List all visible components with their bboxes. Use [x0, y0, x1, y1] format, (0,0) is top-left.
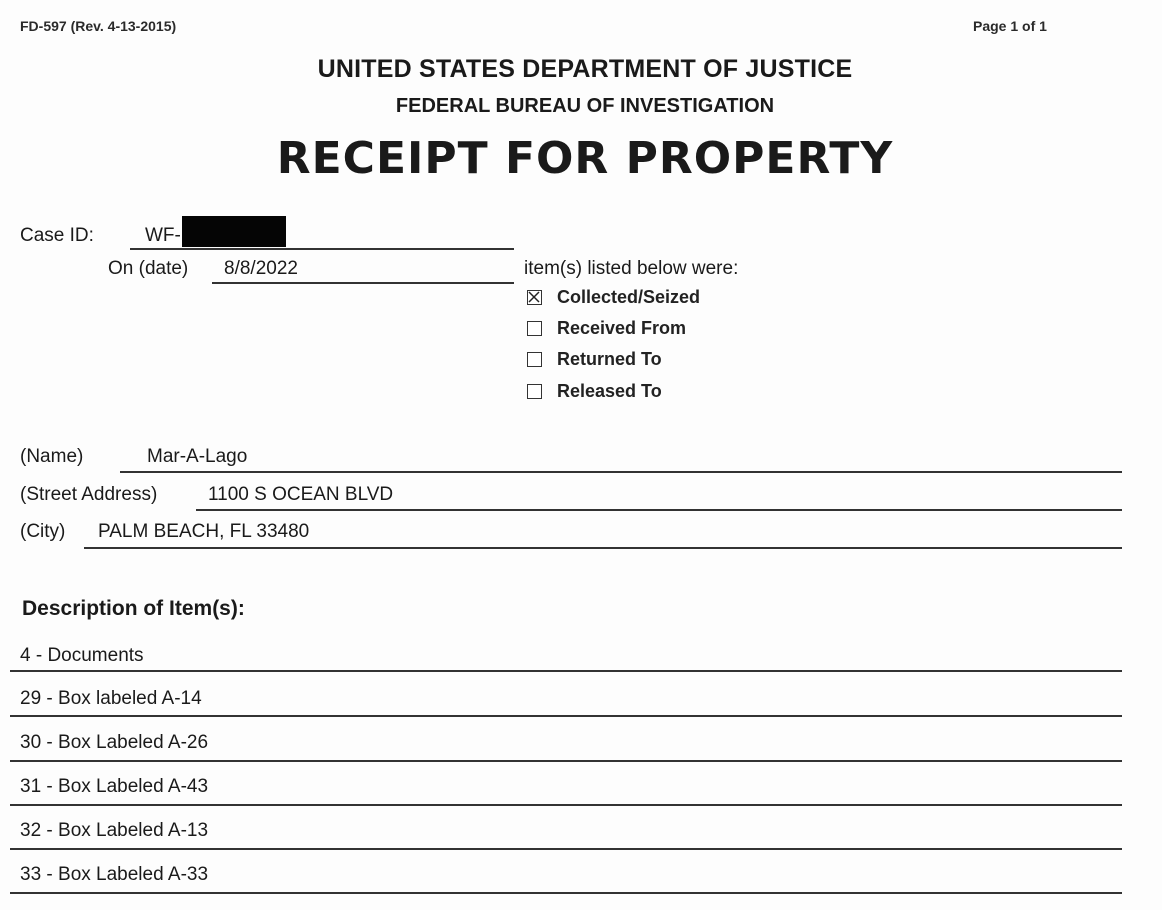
date-value: 8/8/2022	[224, 258, 298, 279]
checkbox-label: Released To	[557, 381, 662, 401]
x-mark-icon	[528, 291, 540, 303]
list-item: 32 - Box Labeled A-13	[20, 820, 209, 841]
redaction-block	[182, 216, 286, 247]
form-id: FD-597 (Rev. 4-13-2015)	[20, 18, 177, 34]
item-divider	[10, 715, 1122, 717]
page-title: RECEIPT FOR PROPERTY	[276, 133, 894, 184]
date-label: On (date)	[108, 258, 189, 279]
street-label: (Street Address)	[20, 484, 158, 505]
item-divider	[10, 848, 1122, 850]
item-divider	[10, 892, 1122, 894]
case-id-underline	[130, 248, 514, 250]
street-underline	[196, 509, 1122, 511]
case-id-label: Case ID:	[20, 225, 94, 246]
city-underline	[84, 547, 1122, 549]
list-item: 33 - Box Labeled A-33	[20, 864, 209, 885]
item-divider	[10, 760, 1122, 762]
items-heading: Description of Item(s):	[22, 597, 245, 620]
list-item: 4 - Documents	[20, 645, 144, 666]
item-divider	[10, 804, 1122, 806]
name-label: (Name)	[20, 446, 84, 467]
page-number: Page 1 of 1	[973, 18, 1047, 34]
checkbox-received-from[interactable]	[527, 318, 686, 339]
city-value: PALM BEACH, FL 33480	[98, 521, 310, 542]
empty-box-icon[interactable]	[527, 321, 542, 336]
name-value: Mar-A-Lago	[147, 446, 248, 467]
checkbox-released-to[interactable]	[527, 381, 662, 402]
list-item: 29 - Box labeled A-14	[20, 688, 202, 709]
list-item: 31 - Box Labeled A-43	[20, 776, 209, 797]
item-divider	[10, 670, 1122, 672]
checkbox-label: Collected/Seized	[557, 287, 701, 307]
list-item: 30 - Box Labeled A-26	[20, 732, 209, 753]
city-label: (City)	[20, 521, 66, 542]
checkbox-label: Returned To	[557, 349, 662, 369]
street-value: 1100 S OCEAN BLVD	[208, 484, 394, 505]
department-heading: UNITED STATES DEPARTMENT OF JUSTICE	[317, 55, 853, 83]
checkbox-label: Received From	[557, 318, 687, 338]
checkbox-collected-seized[interactable]	[527, 287, 700, 308]
checkbox-returned-to[interactable]	[527, 349, 662, 370]
date-underline	[212, 282, 514, 284]
empty-box-icon[interactable]	[527, 352, 542, 367]
bureau-heading: FEDERAL BUREAU OF INVESTIGATION	[395, 95, 775, 117]
checked-box-icon[interactable]	[527, 290, 542, 305]
status-heading: item(s) listed below were:	[524, 258, 739, 279]
name-underline	[120, 471, 1122, 473]
case-id-value: WF-	[145, 225, 181, 246]
empty-box-icon[interactable]	[527, 384, 542, 399]
